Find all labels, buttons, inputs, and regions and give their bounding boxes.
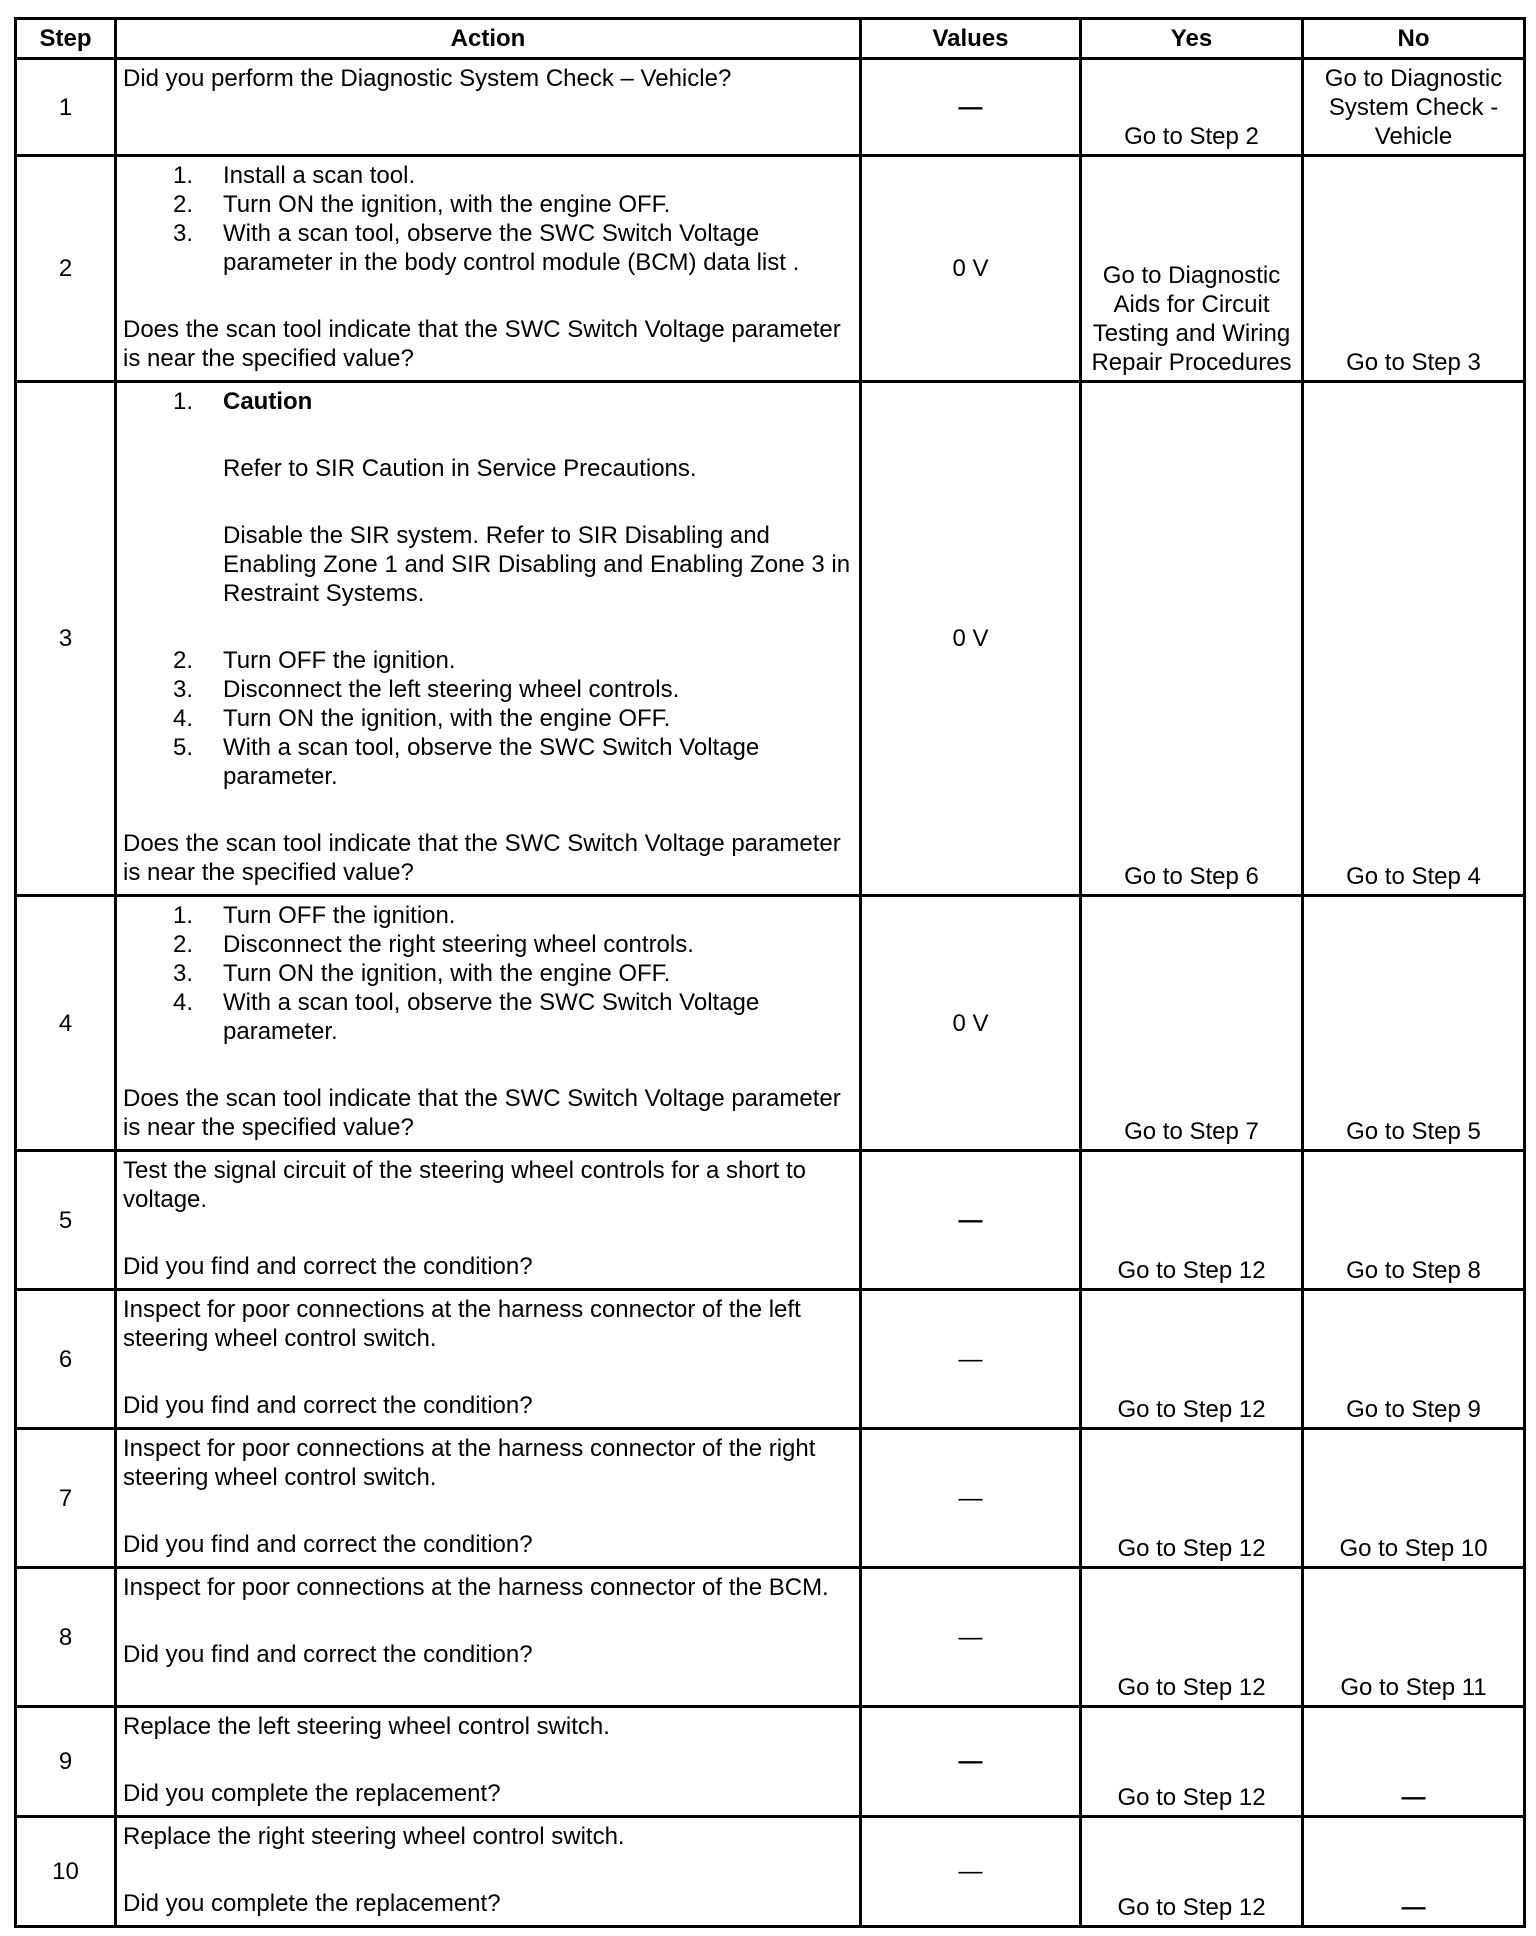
- action-cell: [116, 1290, 861, 1429]
- action-step: [173, 704, 855, 733]
- action-cell: [116, 156, 861, 382]
- no-cell: Go to Step 5: [1303, 896, 1525, 1151]
- action-step: [173, 930, 855, 959]
- action-intro: Inspect for poor connections at the harness connector of the BCM.: [123, 1574, 829, 1601]
- action-cell: [116, 1151, 861, 1290]
- action-intro: Replace the right steering wheel control switch.: [123, 1823, 625, 1850]
- no-cell: Go to Diagnostic System Check - Vehicle: [1303, 59, 1525, 156]
- no-cell: [1303, 1707, 1525, 1817]
- value-text: —: [958, 1206, 983, 1234]
- step-number: 10: [16, 1817, 116, 1927]
- step-index: 4.: [173, 705, 194, 732]
- step-text: With a scan tool, observe the SWC Switch Voltage parameter in the body control module (BCM) data list .: [223, 220, 800, 276]
- step-number: 1: [16, 59, 116, 156]
- value-cell: —: [861, 1429, 1081, 1568]
- step-text: With a scan tool, observe the SWC Switch Voltage parameter.: [223, 734, 760, 790]
- action-step: [173, 387, 855, 646]
- action-cell: [116, 1429, 861, 1568]
- yes-cell: Go to Step 12: [1081, 1568, 1303, 1707]
- step-number: 6: [16, 1290, 116, 1429]
- caution-detail: Disable the SIR system. Refer to SIR Disabling and Enabling Zone 1 and SIR Disabling and Enabling Zone 3 in Restraint Systems.: [223, 522, 851, 607]
- action-cell: [116, 1817, 861, 1927]
- diagnostic-table: [14, 17, 1526, 1928]
- no-cell: Go to Step 4: [1303, 382, 1525, 896]
- step-text: Disconnect the right steering wheel controls.: [223, 931, 694, 958]
- step-index: 3.: [173, 220, 194, 247]
- step-text: Turn ON the ignition, with the engine OFF.: [223, 960, 671, 987]
- action-cell: [116, 1568, 861, 1707]
- no-cell: Go to Step 3: [1303, 156, 1525, 382]
- action-cell: [116, 1707, 861, 1817]
- caution-title: Caution: [223, 388, 313, 415]
- yes-cell: Go to Step 7: [1081, 896, 1303, 1151]
- value-cell: [861, 59, 1081, 156]
- value-cell: —: [861, 1817, 1081, 1927]
- no-text: —: [1401, 1894, 1426, 1921]
- action-intro: Replace the left steering wheel control switch.: [123, 1713, 610, 1740]
- action-question: Did you find and correct the condition?: [123, 1641, 533, 1668]
- table-row: [16, 59, 1525, 156]
- value-text: —: [958, 1748, 983, 1775]
- action-question: Did you find and correct the condition?: [123, 1253, 533, 1280]
- step-number: 7: [16, 1429, 116, 1568]
- header-step: Step: [16, 19, 116, 59]
- value-cell: [861, 1707, 1081, 1817]
- step-index: 1.: [173, 902, 194, 929]
- table-row: [16, 156, 1525, 382]
- step-index: 4.: [173, 989, 194, 1016]
- step-text: Disconnect the left steering wheel controls.: [223, 676, 680, 703]
- yes-cell: Go to Step 6: [1081, 382, 1303, 896]
- action-question: Did you complete the replacement?: [123, 1780, 501, 1807]
- action-steps: [173, 387, 855, 791]
- table-row: [16, 1290, 1525, 1429]
- value-text: —: [958, 93, 983, 121]
- yes-cell: Go to Step 12: [1081, 1429, 1303, 1568]
- step-number: 9: [16, 1707, 116, 1817]
- step-index: 5.: [173, 734, 194, 761]
- value-cell: 0 V: [861, 156, 1081, 382]
- table-row: [16, 1429, 1525, 1568]
- header-no: No: [1303, 19, 1525, 59]
- step-number: 4: [16, 896, 116, 1151]
- value-cell: —: [861, 1568, 1081, 1707]
- header-row: [16, 19, 1525, 59]
- step-number: 8: [16, 1568, 116, 1707]
- step-number: 3: [16, 382, 116, 896]
- table-row: [16, 1568, 1525, 1707]
- action-step: [173, 959, 855, 988]
- value-cell: 0 V: [861, 382, 1081, 896]
- table-row: [16, 896, 1525, 1151]
- action-cell: [116, 59, 861, 156]
- action-question: Did you find and correct the condition?: [123, 1531, 533, 1558]
- step-number: 2: [16, 156, 116, 382]
- step-text: Install a scan tool.: [223, 162, 416, 189]
- action-step: [173, 988, 855, 1046]
- action-step: [173, 161, 855, 190]
- caution-text: Refer to SIR Caution in Service Precautions.: [223, 455, 697, 482]
- action-question: Did you complete the replacement?: [123, 1890, 501, 1917]
- no-cell: Go to Step 9: [1303, 1290, 1525, 1429]
- yes-cell: Go to Step 12: [1081, 1151, 1303, 1290]
- no-cell: Go to Step 10: [1303, 1429, 1525, 1568]
- table-row: [16, 1707, 1525, 1817]
- action-step: [173, 901, 855, 930]
- step-text: Turn OFF the ignition.: [223, 902, 456, 929]
- value-cell: 0 V: [861, 896, 1081, 1151]
- header-yes: Yes: [1081, 19, 1303, 59]
- no-cell: Go to Step 8: [1303, 1151, 1525, 1290]
- action-step: [173, 190, 855, 219]
- header-action: Action: [116, 19, 861, 59]
- step-index: 2.: [173, 647, 194, 674]
- action-step: [173, 219, 855, 277]
- action-intro: Inspect for poor connections at the harness connector of the right steering wheel control switch.: [123, 1435, 816, 1491]
- step-index: 2.: [173, 931, 194, 958]
- no-text: —: [1401, 1784, 1426, 1811]
- action-intro: Inspect for poor connections at the harness connector of the left steering wheel control switch.: [123, 1296, 801, 1352]
- action-question: Does the scan tool indicate that the SWC Switch Voltage parameter is near the specified value?: [123, 316, 841, 372]
- action-cell: [116, 382, 861, 896]
- table-row: [16, 1817, 1525, 1927]
- action-question: Did you perform the Diagnostic System Check – Vehicle?: [123, 65, 732, 92]
- step-number: 5: [16, 1151, 116, 1290]
- step-index: 2.: [173, 191, 194, 218]
- table-row: [16, 382, 1525, 896]
- step-text: Turn OFF the ignition.: [223, 647, 456, 674]
- yes-cell: Go to Step 12: [1081, 1707, 1303, 1817]
- action-cell: [116, 896, 861, 1151]
- step-text: With a scan tool, observe the SWC Switch Voltage parameter.: [223, 989, 760, 1045]
- action-question: Did you find and correct the condition?: [123, 1392, 533, 1419]
- action-steps: [173, 161, 855, 277]
- action-step: [173, 675, 855, 704]
- yes-cell: Go to Diagnostic Aids for Circuit Testing and Wiring Repair Procedures: [1081, 156, 1303, 382]
- step-index: 1.: [173, 388, 194, 415]
- step-index: 1.: [173, 162, 194, 189]
- no-cell: Go to Step 11: [1303, 1568, 1525, 1707]
- value-cell: —: [861, 1290, 1081, 1429]
- action-intro: Test the signal circuit of the steering wheel controls for a short to voltage.: [123, 1157, 807, 1213]
- step-index: 3.: [173, 960, 194, 987]
- action-step: [173, 646, 855, 675]
- value-cell: [861, 1151, 1081, 1290]
- yes-cell: Go to Step 2: [1081, 59, 1303, 156]
- header-values: Values: [861, 19, 1081, 59]
- action-question: Does the scan tool indicate that the SWC Switch Voltage parameter is near the specified value?: [123, 830, 841, 886]
- action-steps: [173, 901, 855, 1046]
- action-step: [173, 733, 855, 791]
- step-index: 3.: [173, 676, 194, 703]
- step-text: Turn ON the ignition, with the engine OFF.: [223, 705, 671, 732]
- yes-cell: Go to Step 12: [1081, 1290, 1303, 1429]
- step-text: Turn ON the ignition, with the engine OFF.: [223, 191, 671, 218]
- no-cell: [1303, 1817, 1525, 1927]
- action-question: Does the scan tool indicate that the SWC Switch Voltage parameter is near the specified value?: [123, 1085, 841, 1141]
- table-row: [16, 1151, 1525, 1290]
- yes-cell: Go to Step 12: [1081, 1817, 1303, 1927]
